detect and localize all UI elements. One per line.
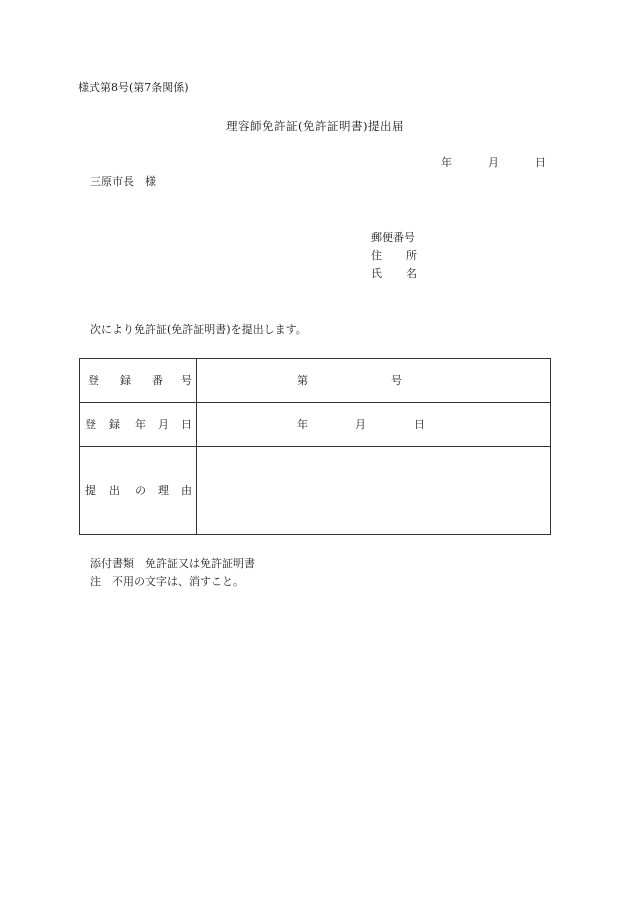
reg-number-prefix: 第	[297, 373, 308, 387]
postal-code-label: 郵便番号	[371, 231, 415, 244]
name-label-char: 名	[406, 267, 417, 280]
reg-date-day: 日	[414, 417, 425, 431]
label-char: 理	[158, 483, 169, 497]
reg-date-label	[80, 403, 197, 446]
table-row-reg-date	[80, 403, 550, 447]
footnote: 注 不用の文字は、消すこと。	[90, 575, 244, 588]
address-label-char: 住	[371, 249, 382, 262]
document-title: 理容師免許証(免許証明書)提出届	[226, 119, 404, 133]
form-number: 様式第8号(第7条関係)	[78, 81, 189, 94]
intro-text: 次により免許証(免許証明書)を提出します。	[90, 323, 307, 336]
reg-date-year: 年	[297, 417, 308, 431]
label-char: 提	[85, 483, 96, 497]
reason-value[interactable]	[197, 447, 550, 534]
attachment-note: 添付書類 免許証又は免許証明書	[90, 557, 255, 570]
label-char: 録	[120, 373, 131, 387]
label-char: 録	[109, 417, 120, 431]
reason-label	[80, 447, 197, 534]
label-char: の	[135, 483, 146, 497]
table-row-reg-number	[80, 359, 550, 403]
date-month-label: 月	[488, 156, 499, 169]
reg-number-value[interactable]	[197, 359, 550, 402]
label-char: 番	[152, 373, 163, 387]
date-year-label: 年	[441, 156, 452, 169]
name-label-char: 氏	[371, 267, 382, 280]
reg-number-label	[80, 359, 197, 402]
reg-number-suffix: 号	[391, 373, 402, 387]
addressee: 三原市長 様	[90, 175, 156, 188]
label-char: 登	[85, 417, 96, 431]
reg-date-month: 月	[355, 417, 366, 431]
label-char: 登	[88, 373, 99, 387]
label-char: 日	[181, 417, 192, 431]
reg-date-value[interactable]	[197, 403, 550, 446]
address-label-char: 所	[406, 249, 417, 262]
registration-table	[79, 358, 551, 535]
date-day-label: 日	[535, 156, 546, 169]
name-label	[371, 267, 421, 281]
submission-date	[441, 156, 547, 170]
table-row-reason	[80, 447, 550, 534]
label-char: 由	[181, 483, 192, 497]
label-char: 年	[135, 417, 146, 431]
address-label	[371, 249, 421, 263]
label-char: 号	[181, 373, 192, 387]
label-char: 月	[158, 417, 169, 431]
label-char: 出	[109, 483, 120, 497]
